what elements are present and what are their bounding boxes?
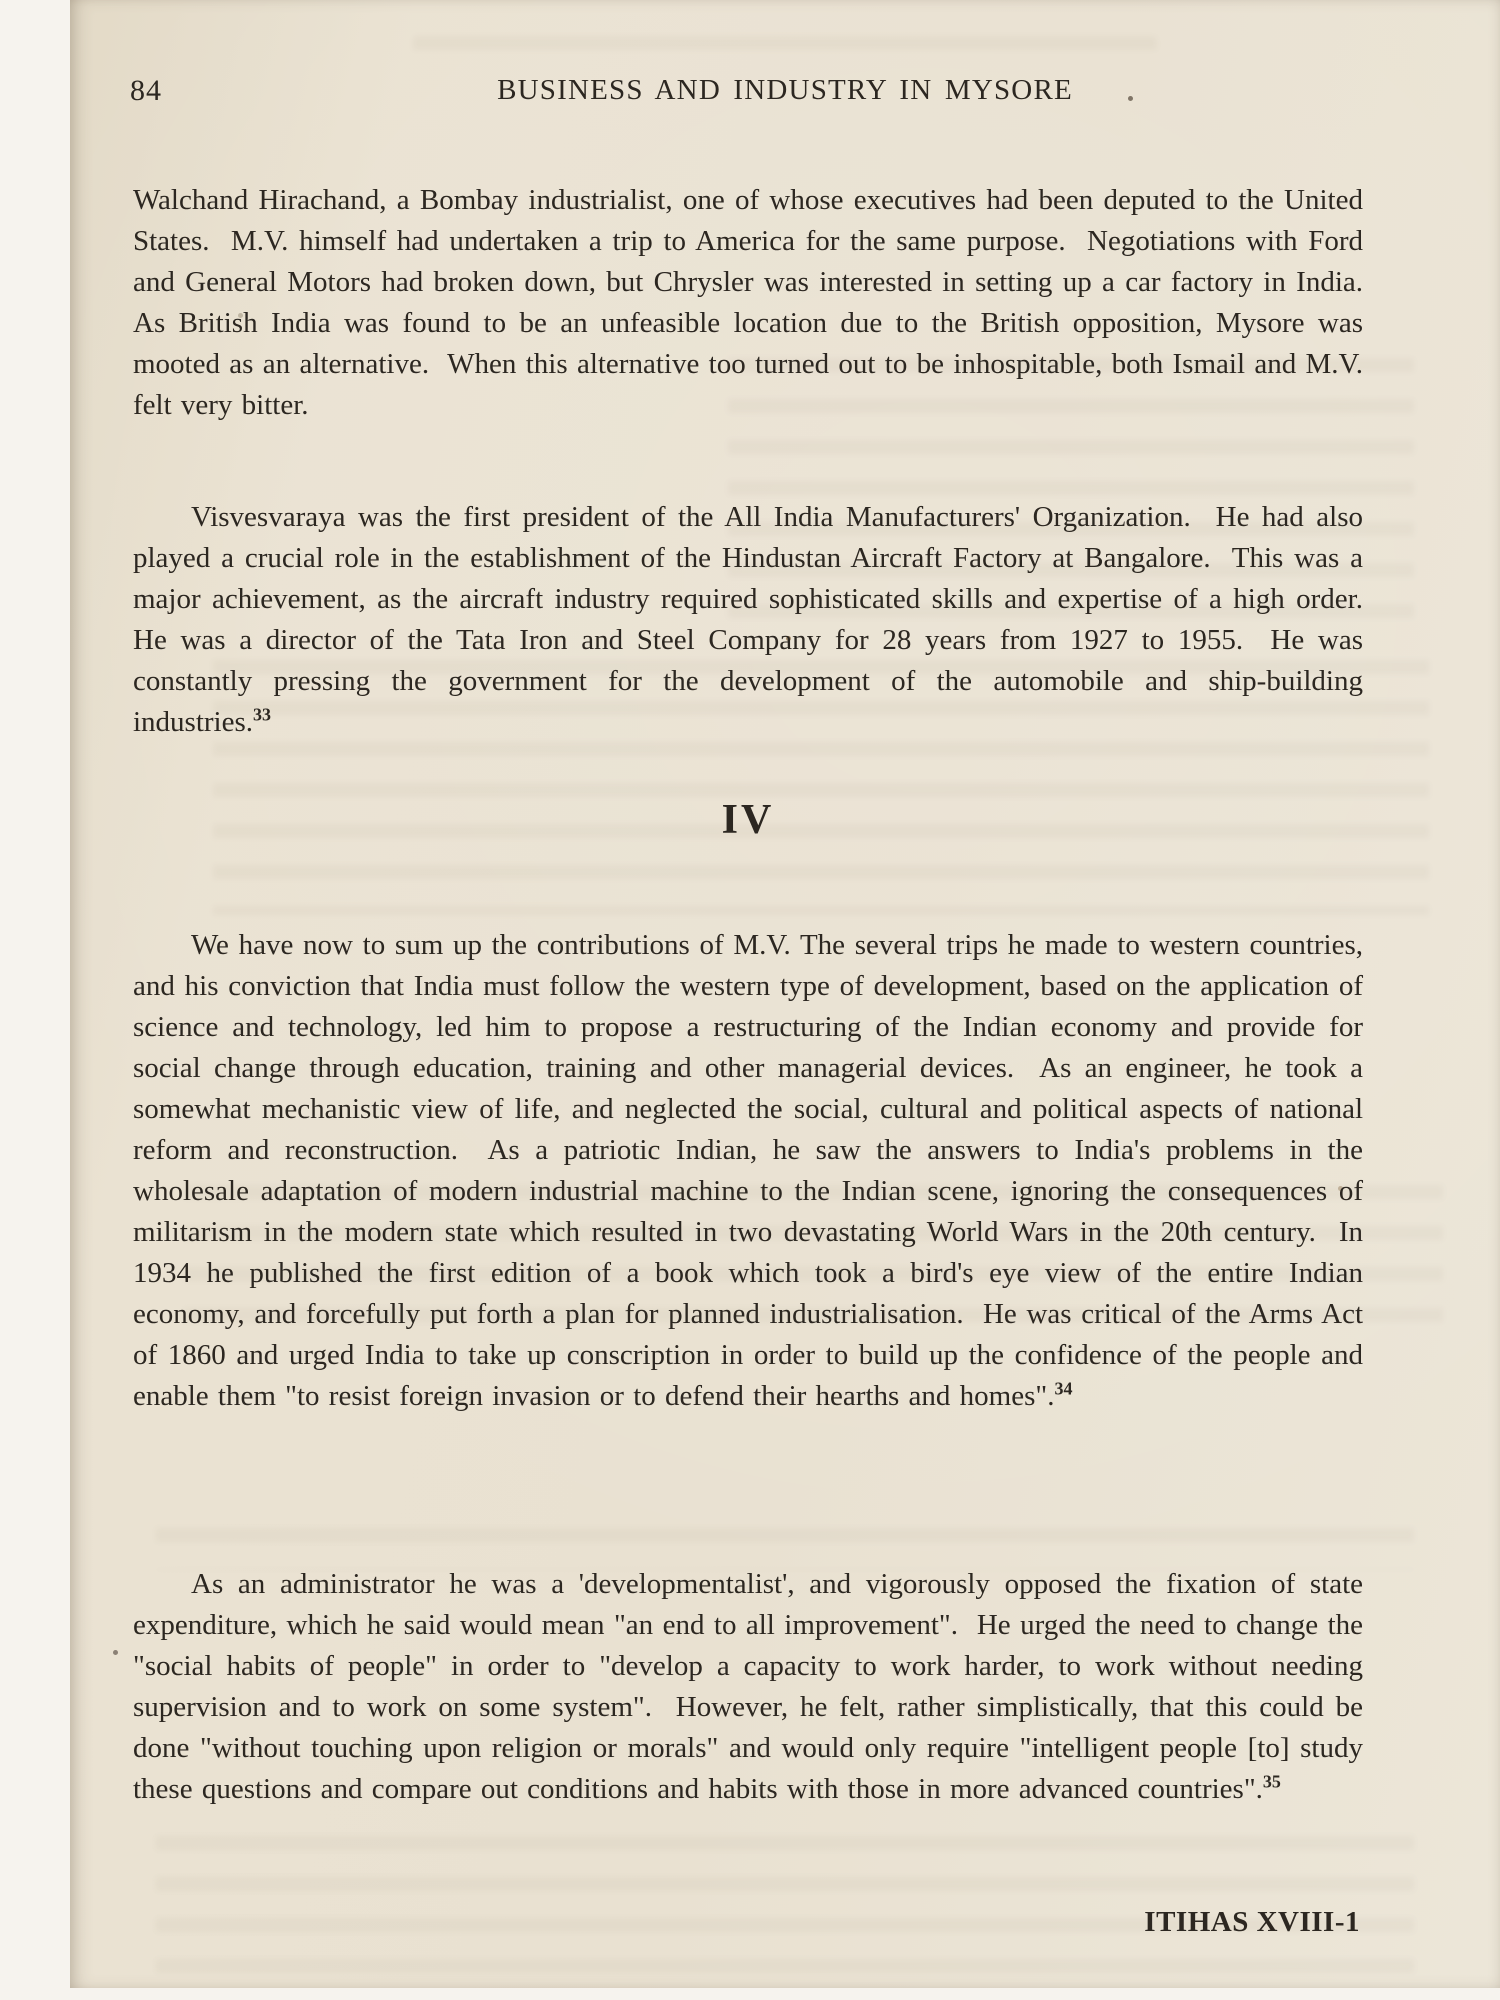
running-header-title: BUSINESS AND INDUSTRY IN MYSORE bbox=[497, 74, 1073, 106]
paragraph-walchand bbox=[133, 180, 1382, 426]
paragraph-text: As an administrator he was a 'developmentalist', and vigorously opposed the fixation of state expenditure, which he said would mean "an end to all improvement". He urged the need to change the "social habits of people" in order to "develop a capacity to work harder, to work without needing supervision and to work on some system". However, he felt, rather simplistically, that this could be done "without touching upon religion or morals" and would only require "intelligent people [to] study these questions and compare out conditions and habits with those in more advanced countries". bbox=[133, 1568, 1373, 1805]
page-showthrough bbox=[413, 36, 1157, 62]
page-number: 84 bbox=[130, 74, 162, 107]
paragraph-text: Walchand Hirachand, a Bombay industrialist, one of whose executives had been deputed to the United States. M.V. himself had undertaken a trip to America for the same purpose. Negotiations with Ford and General Motors had broken down, but Chrysler was interested in setting up a car factory in India. As British India was found to be an unfeasible location due to the British opposition, Mysore was mooted as an alternative. When this alternative too turned out to be inhospitable, both Ismail and M.V. felt very bitter. bbox=[133, 184, 1382, 421]
paragraph-text: Visvesvaraya was the first president of the All India Manufacturers' Organization. He had also played a crucial role in the establishment of the Hindustan Aircraft Factory at Bangalore. This was a major achievement, as the aircraft industry required sophisticated skills and expertise of a high order. He was a director of the Tata Iron and Steel Company for 28 years from 1927 to 1955. He was constantly pressing the government for the development of the automobile and ship-building industries. bbox=[133, 501, 1382, 738]
section-heading: IV bbox=[721, 797, 775, 843]
paragraph-administrator bbox=[133, 1564, 1373, 1810]
footnote-marker: 33 bbox=[253, 704, 271, 725]
footnote-marker: 35 bbox=[1262, 1771, 1281, 1792]
paragraph-text: We have now to sum up the contributions of M.V. The several trips he made to western countries, and his conviction that India must follow the western type of development, based on the application of science and technology, led him to propose a restructuring of the Indian economy and provide for social change through education, training and other managerial devices. As an engineer, he took a somewhat mechanistic view of life, and neglected the social, cultural and political aspects of national reform and reconstruction. As a patriotic Indian, he saw the answers to India's problems in the wholesale adaptation of modern industrial machine to the Indian scene, ignoring the consequences of militarism in the modern state which resulted in two devastating World Wars in the 20th century. In 1934 he published the first edition of a book which took a bird's eye view of the entire Indian economy, and forcefully put forth a plan for planned industrialisation. He was critical of the Arms Act of 1860 and urged India to take up conscription in order to build up the confidence of the people and enable them "to resist foreign invasion or to defend their hearths and homes". bbox=[133, 929, 1373, 1412]
signature-mark: ITIHAS XVIII-1 bbox=[1144, 1906, 1360, 1938]
paragraph-contributions bbox=[133, 925, 1373, 1417]
paper-specks bbox=[70, 0, 75, 5]
paragraph-visvesvaraya bbox=[133, 497, 1382, 743]
footnote-marker: 34 bbox=[1054, 1378, 1073, 1399]
scanned-page bbox=[70, 0, 1500, 1988]
